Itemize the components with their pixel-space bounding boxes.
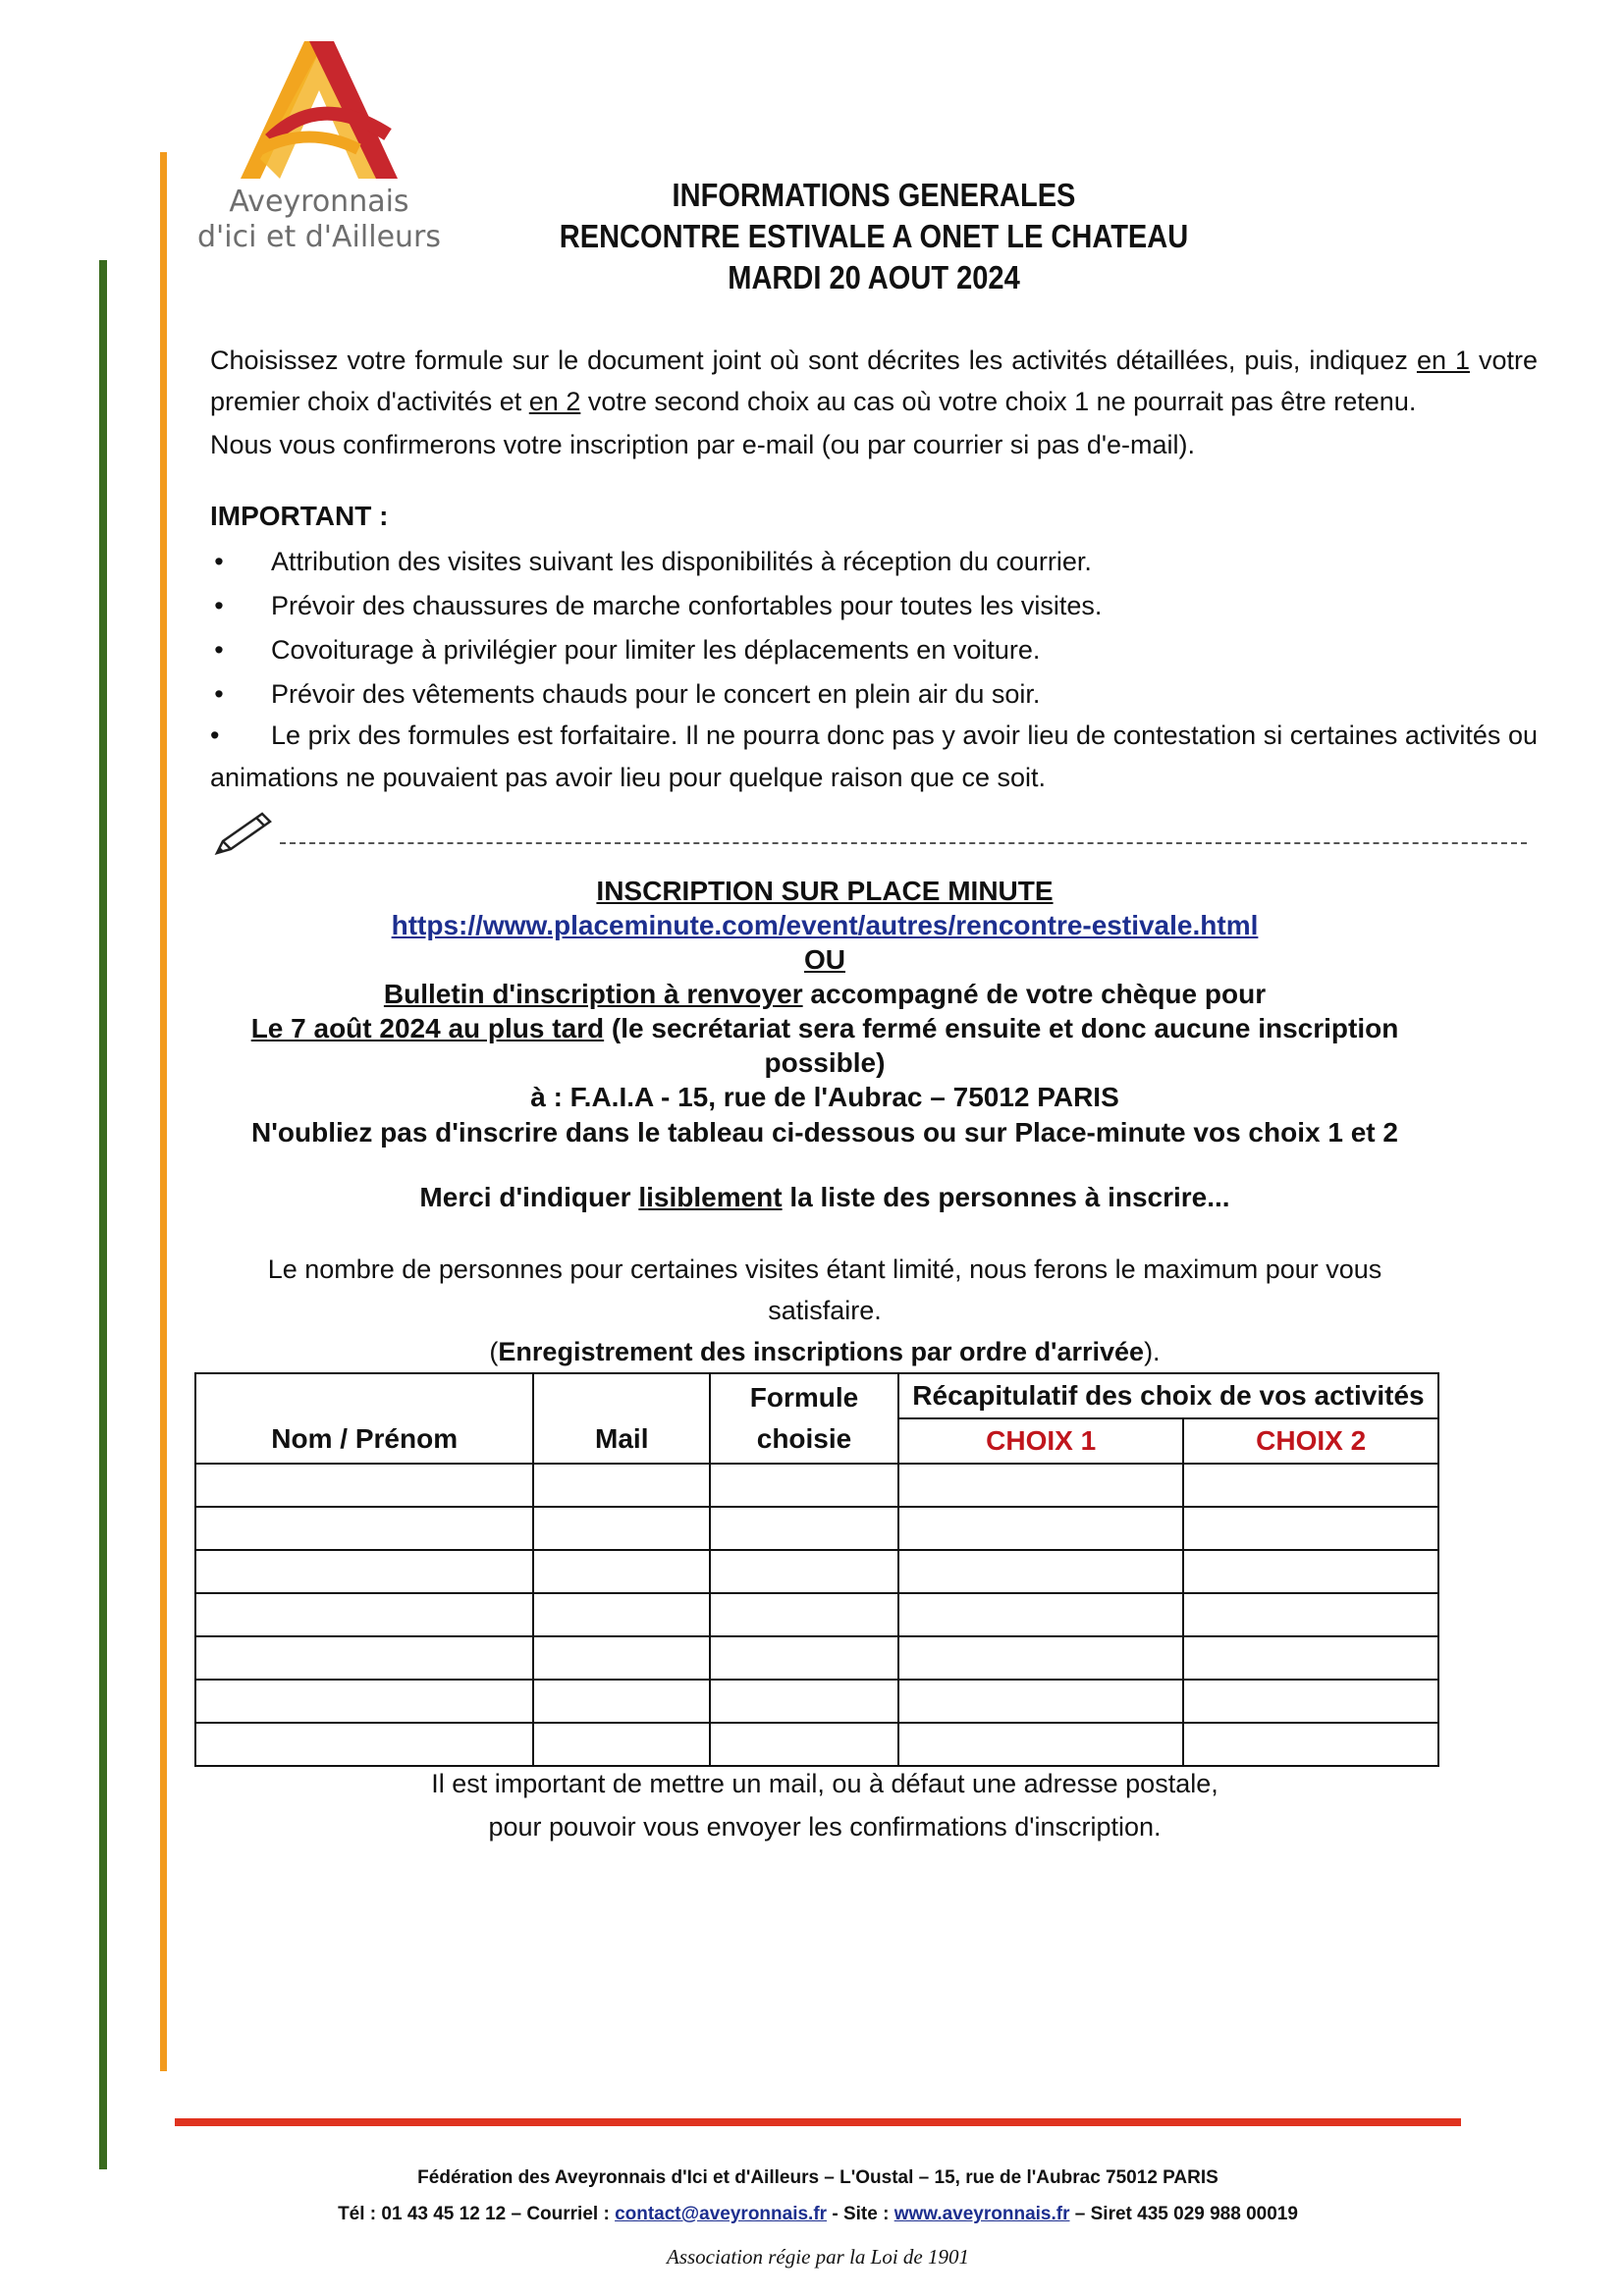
table-cell[interactable] [533, 1507, 710, 1550]
order-bold: Enregistrement des inscriptions par ordre d'arrivée [498, 1337, 1145, 1366]
legible-underlined: lisiblement [638, 1182, 783, 1212]
header-formula [710, 1373, 898, 1464]
title-line-3: MARDI 20 AOUT 2024 [728, 259, 1020, 295]
limit-line: Le nombre de personnes pour certaines visites étant limité, nous ferons le maximum pour vous satisfaire. [267, 1255, 1382, 1325]
table-cell[interactable] [710, 1593, 898, 1636]
bullet-icon: • [210, 721, 220, 750]
table-row [195, 1636, 1438, 1680]
table-cell[interactable] [710, 1636, 898, 1680]
deadline-label: Le 7 août 2024 au plus tard [250, 1013, 605, 1043]
note-line-2: pour pouvoir vous envoyer les confirmations d'inscription. [488, 1812, 1162, 1842]
table-cell[interactable] [533, 1593, 710, 1636]
table-cell[interactable] [1183, 1464, 1438, 1507]
registration-table [194, 1372, 1439, 1767]
table-cell[interactable] [1183, 1636, 1438, 1680]
table-cell[interactable] [195, 1723, 533, 1766]
footer-rule [175, 2118, 1461, 2126]
footer-contact [175, 2201, 1461, 2228]
mail-note [295, 1762, 1355, 1848]
table-row [195, 1723, 1438, 1766]
bulletin-rest: accompagné de votre chèque pour [802, 979, 1267, 1009]
placeminute-link[interactable]: https://www.placeminute.com/event/autres/rencontre-estivale.html [391, 910, 1259, 940]
list-item [210, 672, 1538, 717]
header-formula-line-1: Formule [749, 1382, 859, 1413]
table-cell[interactable] [898, 1636, 1184, 1680]
footer-email-link[interactable]: contact@aveyronnais.fr [615, 2204, 828, 2224]
table-cell[interactable] [1183, 1680, 1438, 1723]
table-cell[interactable] [195, 1464, 533, 1507]
important-item-text: Prévoir des chaussures de marche confortables pour toutes les visites. [271, 591, 1103, 620]
table-cell[interactable] [195, 1550, 533, 1593]
list-item [210, 628, 1538, 672]
table-cell[interactable] [898, 1550, 1184, 1593]
intro-text-b: votre premier choix d'activités et [210, 346, 1538, 416]
header-choice-1: CHOIX 1 [898, 1418, 1184, 1464]
table-cell[interactable] [710, 1464, 898, 1507]
important-item-text: Attribution des visites suivant les disponibilités à réception du courrier. [271, 547, 1092, 576]
postal-address: à : F.A.I.A - 15, rue de l'Aubrac – 75012 PARIS [530, 1082, 1119, 1112]
important-last-item [210, 715, 1538, 799]
title-line-2: RENCONTRE ESTIVALE A ONET LE CHATEAU [559, 218, 1189, 254]
footer-siret: – Siret 435 029 988 00019 [1069, 2204, 1298, 2224]
title-line-1: INFORMATIONS GENERALES [672, 177, 1076, 213]
table-cell[interactable] [898, 1464, 1184, 1507]
table-row [195, 1550, 1438, 1593]
logo-wordmark [196, 185, 442, 255]
header-name: Nom / Prénom [195, 1373, 533, 1464]
table-cell[interactable] [533, 1636, 710, 1680]
table-cell[interactable] [1183, 1507, 1438, 1550]
deadline-rest: (le secrétariat sera fermé ensuite et donc aucune inscription possible) [604, 1013, 1399, 1078]
logo-line-2: d'ici et d'Ailleurs [197, 220, 441, 254]
list-item [210, 584, 1538, 628]
important-item-text: Le prix des formules est forfaitaire. Il ne pourra donc pas y avoir lieu de contestation si certaines activités ou animations ne pouvaient pas avoir lieu pour quelque raison que ce soit. [210, 721, 1538, 792]
table-cell[interactable] [898, 1507, 1184, 1550]
intro-text-a: Choisissez votre formule sur le document joint où sont décrites les activités détaillées, puis, indiquez [210, 346, 1417, 375]
table-cell[interactable] [533, 1550, 710, 1593]
bulletin-label: Bulletin d'inscription à renvoyer [383, 979, 803, 1009]
legible-text [226, 1180, 1424, 1214]
table-cell[interactable] [533, 1464, 710, 1507]
bullet-icon: • [214, 679, 224, 709]
important-item-text: Covoiturage à privilégier pour limiter les déplacements en voiture. [271, 635, 1041, 665]
table-cell[interactable] [710, 1507, 898, 1550]
header-mail: Mail [533, 1373, 710, 1464]
table-row [195, 1464, 1438, 1507]
table-cell[interactable] [898, 1680, 1184, 1723]
bullet-icon: • [214, 591, 224, 620]
pencil-icon [211, 808, 278, 859]
logo-line-1: Aveyronnais [229, 185, 409, 219]
limit-text [226, 1249, 1424, 1372]
footer-tel: Tél : 01 43 45 12 12 – Courriel : [338, 2204, 616, 2224]
cut-line [280, 842, 1527, 844]
table-cell[interactable] [710, 1550, 898, 1593]
intro-en1: en 1 [1416, 346, 1470, 375]
orange-side-bar [160, 152, 167, 2071]
table-cell[interactable] [195, 1680, 533, 1723]
important-list [210, 540, 1538, 717]
or-separator: OU [804, 944, 845, 975]
table-cell[interactable] [898, 1723, 1184, 1766]
table-row [195, 1593, 1438, 1636]
inscription-block [226, 874, 1424, 1114]
table-cell[interactable] [1183, 1723, 1438, 1766]
table-cell[interactable] [898, 1593, 1184, 1636]
reminder-text: N'oubliez pas d'inscrire dans le tableau ci-dessous ou sur Place-minute vos choix 1 et 2 [251, 1117, 1398, 1148]
table-cell[interactable] [195, 1507, 533, 1550]
table-body [195, 1464, 1438, 1766]
document-titles [511, 175, 1236, 298]
list-item [210, 540, 1538, 584]
intro-paragraph [210, 340, 1538, 422]
table-cell[interactable] [710, 1723, 898, 1766]
table-cell[interactable] [1183, 1593, 1438, 1636]
table-cell[interactable] [195, 1593, 533, 1636]
confirmation-paragraph: Nous vous confirmerons votre inscription par e-mail (ou par courrier si pas d'e-mail). [210, 430, 1196, 459]
intro-text-c: votre second choix au cas où votre choix 1 ne pourrait pas être retenu. [580, 387, 1417, 416]
footer-law: Association régie par la Loi de 1901 [667, 2245, 969, 2269]
bullet-icon: • [214, 635, 224, 665]
green-side-bar [99, 260, 107, 2169]
important-item-text: Prévoir des vêtements chauds pour le concert en plein air du soir. [271, 679, 1041, 709]
legible-a: Merci d'indiquer [419, 1182, 639, 1212]
note-line-1: Il est important de mettre un mail, ou à défaut une adresse postale, [431, 1769, 1218, 1798]
inscription-heading: INSCRIPTION SUR PLACE MINUTE [596, 876, 1054, 906]
table-row [195, 1507, 1438, 1550]
table-cell[interactable] [195, 1636, 533, 1680]
order-open: ( [489, 1337, 499, 1366]
bullet-icon: • [214, 547, 224, 576]
footer-address: Fédération des Aveyronnais d'Ici et d'Ailleurs – L'Oustal – 15, rue de l'Aubrac 75012 PARIS [417, 2167, 1218, 2188]
intro-en2: en 2 [528, 387, 581, 416]
header-choice-2: CHOIX 2 [1183, 1418, 1438, 1464]
table-cell[interactable] [533, 1723, 710, 1766]
header-formula-line-2: choisie [756, 1423, 852, 1454]
table-row [195, 1680, 1438, 1723]
table-cell[interactable] [533, 1680, 710, 1723]
table-cell[interactable] [710, 1680, 898, 1723]
legible-b: la liste des personnes à inscrire... [782, 1182, 1230, 1212]
order-close: ). [1144, 1337, 1161, 1366]
header-recap: Récapitulatif des choix de vos activités [898, 1373, 1438, 1418]
table-cell[interactable] [1183, 1550, 1438, 1593]
important-heading: IMPORTANT : [210, 501, 389, 531]
footer-site-link[interactable]: www.aveyronnais.fr [893, 2204, 1070, 2224]
footer-site-label: - Site : [827, 2204, 894, 2224]
